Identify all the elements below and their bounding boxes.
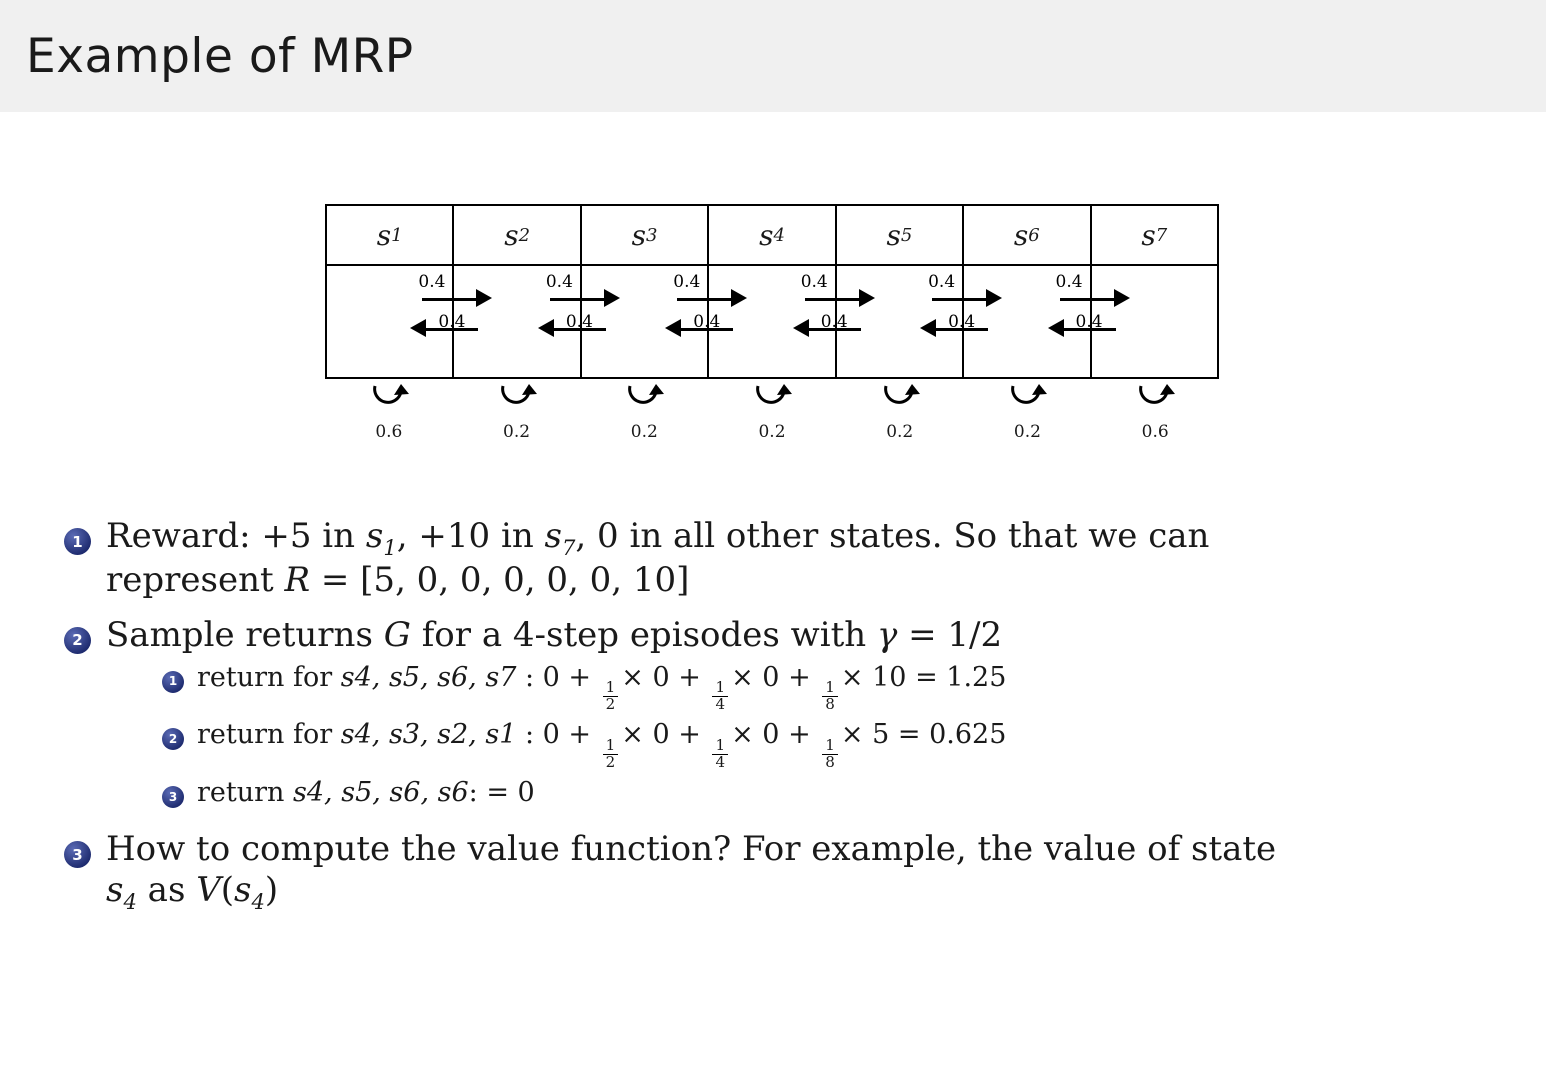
- self-loop-s5: [836, 380, 964, 454]
- return-result: = 0: [486, 776, 535, 808]
- arrow-backward-head: [793, 319, 809, 337]
- plus-1: +: [669, 719, 710, 751]
- return-states: s4, s5, s6, s7: [340, 661, 517, 693]
- fraction-numerator: 1: [603, 680, 619, 697]
- self-loop-s2: [453, 380, 581, 454]
- fraction-numerator: 1: [822, 680, 838, 697]
- self-loop-row: [325, 380, 1219, 454]
- self-loop-prob: 0.6: [375, 422, 403, 442]
- self-loop-prob: 0.2: [1013, 422, 1041, 442]
- page-title: Example of MRP: [26, 28, 414, 84]
- state-label-base: s: [1141, 218, 1156, 252]
- state-cell-s4: [709, 206, 848, 377]
- gamma-symbol: γ: [876, 614, 898, 655]
- self-loop-icon: [744, 380, 800, 420]
- return-colon: : 0 +: [516, 661, 600, 693]
- term-value-2: 0: [762, 661, 780, 693]
- state-label-base: s: [376, 218, 392, 252]
- reward-text-e: ,: [396, 516, 419, 556]
- term-value-1: 0: [652, 661, 670, 693]
- slide-header: [0, 0, 1546, 112]
- bullet-text-reward: [106, 516, 1516, 601]
- self-loop-prob: 0.6: [1141, 422, 1169, 442]
- fraction-1-2: [603, 680, 619, 713]
- times-symbol-3: ×: [840, 719, 873, 751]
- term-value-3: 5: [872, 719, 890, 751]
- reward-text-a: Reward:: [106, 516, 262, 556]
- reward-line2-a: represent: [106, 560, 285, 601]
- prob-backward-label: 0.4: [948, 312, 976, 332]
- prob-backward-label: 0.4: [565, 312, 593, 332]
- state-label-sub: 5: [900, 224, 913, 246]
- bullet-list: [30, 516, 1516, 914]
- reward-state-s7: s: [544, 516, 562, 556]
- state-label-base: s: [759, 218, 774, 252]
- bullet-item-value-function: [64, 829, 1516, 914]
- fraction-1-4: [712, 680, 728, 713]
- return-states: s4, s3, s2, s1: [340, 719, 517, 751]
- reward-text-i: , 0 in all other states. So that we can: [575, 516, 1210, 556]
- state-label-sub: 7: [1155, 224, 1168, 246]
- fraction-denominator: 2: [605, 695, 616, 714]
- return-prefix: return for: [197, 661, 341, 693]
- return-G-symbol: G: [383, 614, 411, 655]
- state-label-sub: 6: [1028, 224, 1040, 246]
- bullet-text-value-function: [106, 829, 1516, 914]
- fraction-denominator: 8: [825, 752, 835, 771]
- sub-bullet-text-2: [197, 719, 1516, 771]
- value-fn-paren-close: ): [264, 869, 279, 910]
- sub-bullet-return-2: [162, 719, 1516, 771]
- fraction-denominator: 4: [715, 752, 726, 771]
- fraction-denominator: 4: [715, 695, 726, 714]
- sub-bullet-badge-3: 3: [162, 786, 184, 808]
- reward-value-s1: +5: [261, 516, 312, 556]
- value-fn-arg-sub: 4: [251, 888, 265, 914]
- self-loop-icon: [1127, 380, 1183, 420]
- arrow-backward-head: [665, 319, 681, 337]
- term-value-3: 10: [872, 661, 907, 693]
- state-cell-s7: [1092, 206, 1217, 377]
- arrow-backward-head: [410, 319, 426, 337]
- prob-forward-label: 0.4: [928, 272, 956, 292]
- state-cell-s5: [837, 206, 976, 377]
- return-states: s4, s5, s6, s6: [293, 776, 469, 808]
- fraction-1-2: [603, 738, 619, 771]
- state-label-s3: [582, 206, 707, 266]
- value-fn-arg: s: [234, 869, 252, 910]
- state-label-s7: [1092, 206, 1217, 266]
- self-loop-s7: [1091, 380, 1219, 454]
- return-colon: :: [468, 776, 487, 808]
- self-loop-icon: [489, 380, 545, 420]
- state-label-s5: [837, 206, 962, 266]
- prob-forward-label: 0.4: [545, 272, 573, 292]
- state-label-s4: [709, 206, 834, 266]
- term-value-2: 0: [762, 719, 780, 751]
- fraction-1-8: [822, 738, 838, 771]
- state-label-s1: [327, 206, 452, 266]
- bullet-badge-3: 3: [64, 841, 91, 868]
- sample-text-a: Sample returns: [106, 614, 384, 655]
- gamma-value: = 1/2: [897, 614, 1003, 655]
- sub-bullet-return-3: [162, 777, 1516, 809]
- return-prefix: return: [197, 776, 294, 808]
- state-label-s6: [964, 206, 1089, 266]
- prob-backward-label: 0.4: [1075, 312, 1103, 332]
- bullet-item-sample-returns: [64, 615, 1516, 815]
- value-fn-as: as: [136, 869, 197, 910]
- reward-text-g: in: [490, 516, 545, 556]
- bullet-badge-1: 1: [64, 528, 91, 555]
- sub-bullet-text-1: [197, 662, 1516, 714]
- reward-vector: [5, 0, 0, 0, 0, 0, 10]: [360, 560, 690, 601]
- reward-text-c: in: [311, 516, 366, 556]
- return-result: = 1.25: [906, 661, 1007, 693]
- plus-1: +: [669, 661, 710, 693]
- arrow-backward-head: [920, 319, 936, 337]
- sub-bullet-text-3: [197, 777, 1516, 809]
- fraction-1-4: [712, 738, 728, 771]
- value-fn-V-symbol: V: [196, 869, 221, 910]
- state-label-s2: [454, 206, 579, 266]
- state-label-sub: 4: [773, 224, 785, 246]
- state-cell-s2: [454, 206, 593, 377]
- bullet-badge-2: 2: [64, 627, 91, 654]
- self-loop-icon: [616, 380, 672, 420]
- state-label-sub: 2: [518, 224, 531, 246]
- state-label-base: s: [1013, 218, 1029, 252]
- state-cell-s3: [582, 206, 721, 377]
- self-loop-s4: [708, 380, 836, 454]
- value-fn-state: s: [106, 869, 124, 910]
- fraction-numerator: 1: [712, 738, 728, 755]
- self-loop-s6: [964, 380, 1092, 454]
- times-symbol-3: ×: [840, 661, 873, 693]
- sub-bullet-return-1: [162, 662, 1516, 714]
- chain-states-box: [325, 204, 1219, 379]
- reward-equals: =: [310, 560, 361, 601]
- reward-state-s1: s: [365, 516, 384, 556]
- state-label-base: s: [631, 218, 647, 252]
- prob-backward-label: 0.4: [693, 312, 721, 332]
- state-label-sub: 1: [391, 224, 403, 246]
- value-fn-state-sub: 4: [123, 888, 137, 914]
- return-result: = 0.625: [889, 719, 1007, 751]
- times-symbol-1: ×: [621, 719, 653, 751]
- return-colon: : 0 +: [516, 719, 600, 751]
- sample-text-b: for a 4-step episodes with: [410, 614, 877, 655]
- fraction-denominator: 2: [605, 752, 616, 771]
- fraction-numerator: 1: [712, 680, 728, 697]
- prob-forward-label: 0.4: [418, 272, 446, 292]
- bullet-text-sample-returns: [106, 615, 1516, 815]
- return-prefix: return for: [197, 719, 341, 751]
- fraction-numerator: 1: [822, 738, 838, 755]
- arrow-backward-head: [1048, 319, 1064, 337]
- sub-bullet-badge-2: 2: [162, 728, 184, 750]
- fraction-numerator: 1: [603, 738, 619, 755]
- prob-backward-label: 0.4: [438, 312, 466, 332]
- slide-content: [0, 204, 1546, 914]
- reward-value-s7: +10: [418, 516, 491, 556]
- times-symbol-2: ×: [731, 661, 763, 693]
- reward-state-s7-sub: 7: [562, 534, 576, 560]
- self-loop-icon: [361, 380, 417, 420]
- term-value-1: 0: [652, 719, 670, 751]
- self-loop-icon: [999, 380, 1055, 420]
- state-cell-s6: [964, 206, 1103, 377]
- self-loop-prob: 0.2: [758, 422, 786, 442]
- prob-forward-label: 0.4: [1055, 272, 1083, 292]
- self-loop-s3: [580, 380, 708, 454]
- plus-2: +: [779, 661, 820, 693]
- prob-forward-label: 0.4: [800, 272, 828, 292]
- self-loop-prob: 0.2: [886, 422, 914, 442]
- reward-R-symbol: R: [284, 560, 311, 601]
- mrp-chain-diagram: [30, 204, 1516, 454]
- reward-state-s1-sub: 1: [383, 534, 397, 560]
- state-cell-s1: [327, 206, 466, 377]
- fraction-denominator: 8: [825, 695, 835, 714]
- self-loop-icon: [872, 380, 928, 420]
- times-symbol-2: ×: [731, 719, 763, 751]
- state-label-sub: 3: [646, 224, 658, 246]
- state-label-base: s: [886, 218, 901, 252]
- sub-bullet-badge-1: 1: [162, 671, 184, 693]
- times-symbol-1: ×: [621, 661, 653, 693]
- arrow-backward-head: [538, 319, 554, 337]
- fraction-1-8: [822, 680, 838, 713]
- self-loop-s1: [325, 380, 453, 454]
- prob-forward-label: 0.4: [673, 272, 701, 292]
- bullet-item-reward: [64, 516, 1516, 601]
- plus-2: +: [779, 719, 820, 751]
- value-fn-line1: How to compute the value function? For example, the value of state: [106, 829, 1277, 870]
- state-label-base: s: [504, 218, 519, 252]
- self-loop-prob: 0.2: [503, 422, 531, 442]
- prob-backward-label: 0.4: [820, 312, 848, 332]
- value-fn-paren-open: (: [220, 869, 235, 910]
- sub-bullet-list: [162, 662, 1516, 809]
- self-loop-prob: 0.2: [630, 422, 658, 442]
